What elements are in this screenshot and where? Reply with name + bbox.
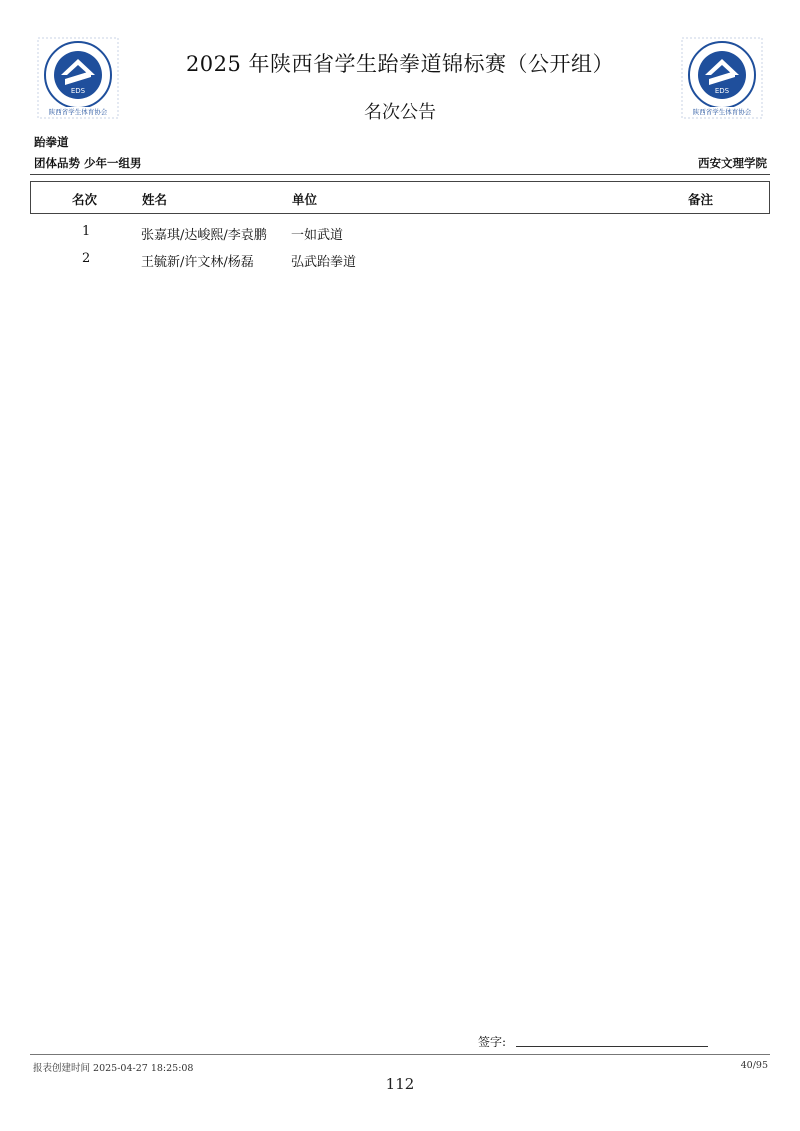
rank-cell: 2	[82, 251, 91, 266]
event-label: 团体品势 少年一组男	[34, 156, 142, 170]
signature-label: 签字:	[478, 1035, 507, 1049]
name-cell: 王毓新/许文林/杨磊	[141, 255, 254, 270]
table-row	[30, 251, 770, 273]
report-created-time: 报表创建时间 2025-04-27 18:25:08	[33, 1063, 194, 1074]
page-title: 2025 年陕西省学生跆拳道锦标赛（公开组）	[185, 52, 615, 76]
rank-cell: 1	[82, 224, 91, 239]
column-header-rank: 名次	[72, 192, 98, 207]
column-header-name: 姓名	[142, 192, 168, 207]
results-table-header	[30, 181, 770, 214]
signature-line	[516, 1046, 708, 1047]
name-cell: 张嘉琪/达峻熙/李袁鹏	[141, 228, 267, 243]
sport-label: 跆拳道	[34, 135, 69, 149]
column-header-unit: 单位	[292, 192, 318, 207]
page-number: 112	[385, 1075, 415, 1093]
footer-divider	[30, 1054, 770, 1055]
svg-text:陕西省学生体育协会: 陕西省学生体育协会	[692, 108, 752, 116]
column-header-note: 备注	[688, 192, 714, 207]
unit-cell: 一如武道	[291, 228, 344, 243]
page-count: 40/95	[740, 1060, 768, 1071]
svg-text:陕西省学生体育协会: 陕西省学生体育协会	[48, 108, 108, 116]
unit-cell: 弘武跆拳道	[291, 255, 357, 270]
venue-label: 西安文理学院	[698, 156, 767, 170]
svg-text:EDS: EDS	[714, 87, 730, 95]
svg-text:EDS: EDS	[70, 87, 86, 95]
page-subtitle: 名次公告	[364, 102, 436, 123]
table-row	[30, 224, 770, 246]
header-divider	[30, 174, 770, 175]
